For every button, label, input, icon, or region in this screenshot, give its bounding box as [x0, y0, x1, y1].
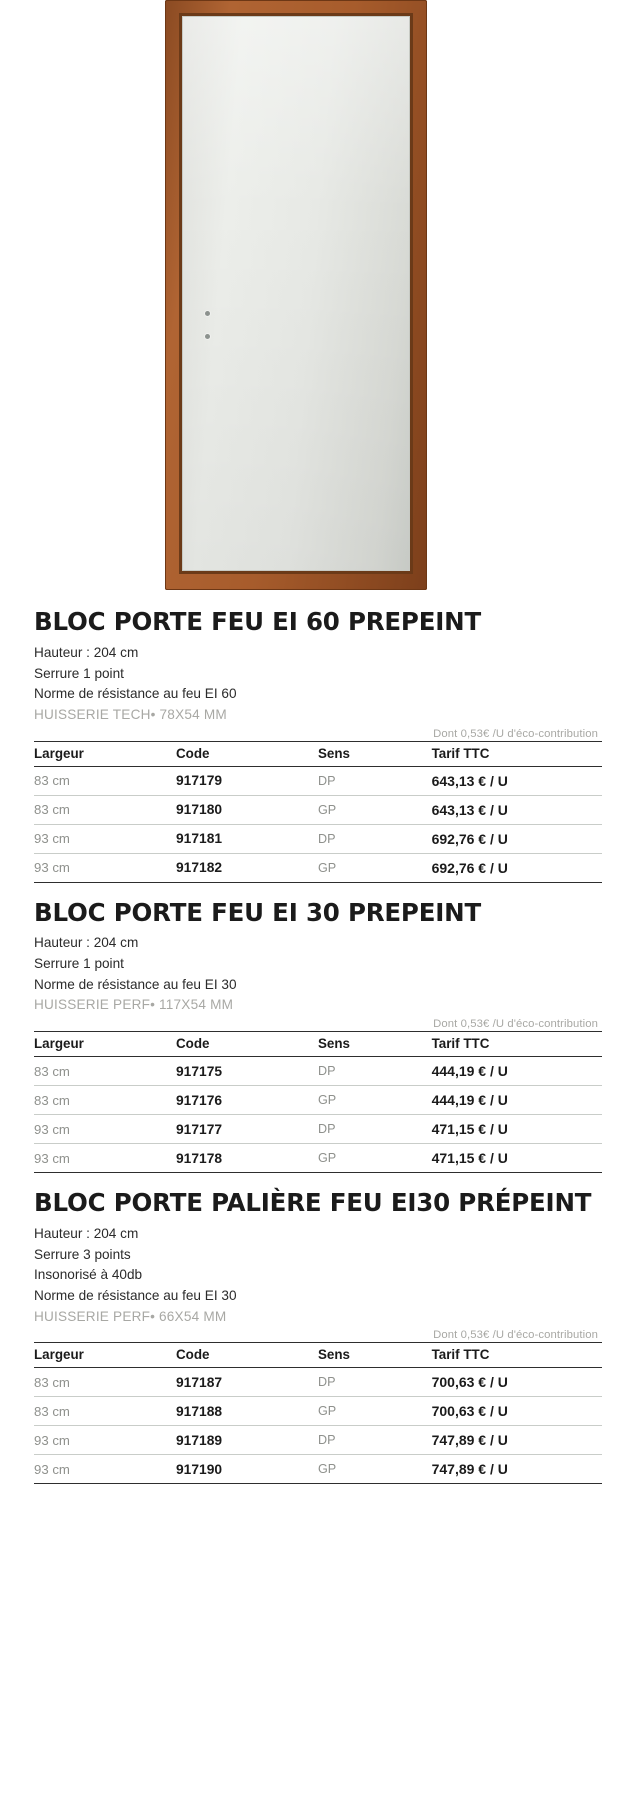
cell-code: 917189	[176, 1426, 318, 1455]
cell-largeur: 93 cm	[34, 853, 176, 882]
table-row	[34, 766, 602, 795]
spec-line: Norme de résistance au feu EI 30	[34, 976, 237, 992]
cell-tarif: 700,63 € / U	[432, 1368, 602, 1397]
cell-code: 917178	[176, 1144, 318, 1173]
price-table	[34, 741, 602, 883]
cell-sens: GP	[318, 1144, 432, 1173]
price-table	[34, 1342, 602, 1484]
cell-sens: DP	[318, 1426, 432, 1455]
cell-largeur: 93 cm	[34, 1115, 176, 1144]
cell-tarif: 643,13 € / U	[432, 795, 602, 824]
cell-largeur: 83 cm	[34, 1057, 176, 1086]
cell-tarif: 444,19 € / U	[432, 1086, 602, 1115]
cell-tarif: 643,13 € / U	[432, 766, 602, 795]
cell-tarif: 692,76 € / U	[432, 853, 602, 882]
column-header-sens: Sens	[318, 1343, 432, 1368]
spec-list	[34, 643, 602, 726]
spec-line: Serrure 1 point	[34, 956, 124, 972]
cell-code: 917177	[176, 1115, 318, 1144]
cell-tarif: 700,63 € / U	[432, 1397, 602, 1426]
cell-largeur: 83 cm	[34, 1397, 176, 1426]
cell-sens: GP	[318, 1455, 432, 1484]
page-title: BLOC PORTE FEU EI 30 PREPEINT	[34, 897, 481, 927]
huisserie-line: HUISSERIE TECH• 78X54 MM	[34, 706, 227, 722]
column-header-sens: Sens	[318, 1032, 432, 1057]
table-row	[34, 1057, 602, 1086]
cell-sens: GP	[318, 1086, 432, 1115]
cell-sens: GP	[318, 853, 432, 882]
cell-largeur: 93 cm	[34, 1455, 176, 1484]
cell-tarif: 471,15 € / U	[432, 1115, 602, 1144]
cell-code: 917182	[176, 853, 318, 882]
table-row	[34, 1086, 602, 1115]
cell-code: 917180	[176, 795, 318, 824]
column-header-largeur: Largeur	[34, 741, 176, 766]
cell-largeur: 83 cm	[34, 1086, 176, 1115]
cell-code: 917175	[176, 1057, 318, 1086]
table-row	[34, 824, 602, 853]
table-header-row	[34, 1343, 602, 1368]
price-table	[34, 1031, 602, 1173]
table-row	[34, 1144, 602, 1173]
hinge-icon	[205, 334, 210, 339]
spec-line: Norme de résistance au feu EI 30	[34, 1287, 237, 1303]
column-header-code: Code	[176, 1343, 318, 1368]
column-header-largeur: Largeur	[34, 1032, 176, 1057]
spec-line: Serrure 1 point	[34, 665, 124, 681]
cell-sens: DP	[318, 824, 432, 853]
cell-tarif: 747,89 € / U	[432, 1455, 602, 1484]
cell-sens: GP	[318, 1397, 432, 1426]
column-header-largeur: Largeur	[34, 1343, 176, 1368]
cell-largeur: 93 cm	[34, 824, 176, 853]
door-leaf	[182, 16, 410, 571]
eco-contribution-note: Dont 0,53€ /U d'éco-contribution	[433, 1329, 598, 1342]
column-header-tarif: Tarif TTC	[432, 1032, 602, 1057]
table-row	[34, 1455, 602, 1484]
product-section	[34, 608, 602, 883]
product-image	[0, 0, 636, 600]
page-title: BLOC PORTE FEU EI 60 PREPEINT	[34, 607, 481, 636]
column-header-code: Code	[176, 1032, 318, 1057]
hinge-icon	[205, 311, 210, 316]
cell-largeur: 83 cm	[34, 766, 176, 795]
cell-code: 917179	[176, 766, 318, 795]
cell-code: 917190	[176, 1455, 318, 1484]
table-row	[34, 1397, 602, 1426]
column-header-sens: Sens	[318, 741, 432, 766]
table-row	[34, 853, 602, 882]
cell-tarif: 692,76 € / U	[432, 824, 602, 853]
table-row	[34, 1426, 602, 1455]
table-row	[34, 795, 602, 824]
spec-line: Serrure 3 points	[34, 1246, 131, 1262]
cell-code: 917176	[176, 1086, 318, 1115]
column-header-code: Code	[176, 741, 318, 766]
spec-line: Norme de résistance au feu EI 60	[34, 686, 237, 702]
eco-contribution-note: Dont 0,53€ /U d'éco-contribution	[433, 1018, 598, 1031]
cell-sens: GP	[318, 795, 432, 824]
huisserie-line: HUISSERIE PERF• 66X54 MM	[34, 1308, 227, 1324]
cell-code: 917188	[176, 1397, 318, 1426]
cell-tarif: 471,15 € / U	[432, 1144, 602, 1173]
spec-list	[34, 933, 602, 1016]
product-sections	[0, 608, 636, 1514]
product-section	[34, 1189, 602, 1484]
cell-code: 917181	[176, 824, 318, 853]
column-header-tarif: Tarif TTC	[432, 741, 602, 766]
spec-line: Hauteur : 204 cm	[34, 644, 139, 660]
table-header-row	[34, 1032, 602, 1057]
table-row	[34, 1115, 602, 1144]
spec-line: Insonorisé à 40db	[34, 1267, 143, 1283]
cell-tarif: 747,89 € / U	[432, 1426, 602, 1455]
cell-sens: DP	[318, 766, 432, 795]
cell-sens: DP	[318, 1115, 432, 1144]
spec-list	[34, 1224, 602, 1327]
eco-contribution-note: Dont 0,53€ /U d'éco-contribution	[433, 727, 598, 740]
cell-largeur: 83 cm	[34, 1368, 176, 1397]
table-header-row	[34, 741, 602, 766]
cell-sens: DP	[318, 1057, 432, 1086]
huisserie-line: HUISSERIE PERF• 117X54 MM	[34, 997, 234, 1013]
spec-line: Hauteur : 204 cm	[34, 1226, 139, 1242]
product-section	[34, 899, 602, 1174]
page-title: BLOC PORTE PALIÈRE FEU EI30 PRÉPEINT	[34, 1188, 592, 1218]
spec-line: Hauteur : 204 cm	[34, 935, 139, 951]
cell-code: 917187	[176, 1368, 318, 1397]
table-row	[34, 1368, 602, 1397]
cell-largeur: 93 cm	[34, 1426, 176, 1455]
cell-tarif: 444,19 € / U	[432, 1057, 602, 1086]
cell-largeur: 83 cm	[34, 795, 176, 824]
door-illustration	[165, 0, 427, 590]
cell-sens: DP	[318, 1368, 432, 1397]
column-header-tarif: Tarif TTC	[432, 1343, 602, 1368]
cell-largeur: 93 cm	[34, 1144, 176, 1173]
